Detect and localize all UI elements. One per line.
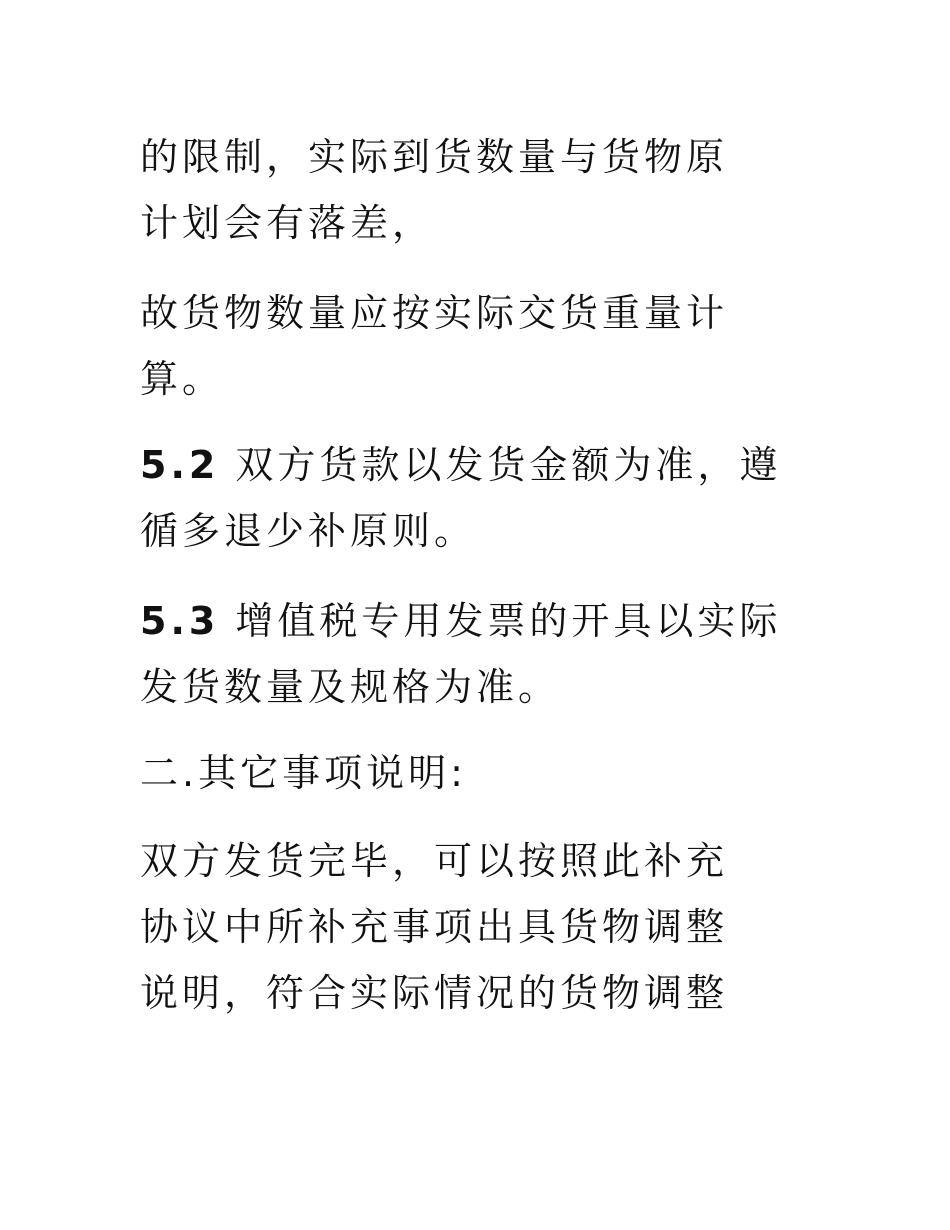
clause-text: 双方货款以发货金额为准，遵 [235,443,782,487]
paragraph-actual-weight [140,280,830,412]
clause-number: 5.2 [140,443,220,487]
clause-number: 5.3 [140,599,220,643]
text-line: 循多退少补原则。 [140,509,477,553]
text-line [140,588,830,654]
text-line: 计划会有落差， [140,201,435,245]
clause-text: 增值税专用发票的开具以实际 [235,599,782,643]
clause-5-2 [140,432,830,564]
paragraph-adjustment-note [140,828,830,1026]
section-heading-other-matters [140,740,830,806]
text-line: 算。 [140,357,225,401]
clause-5-3 [140,588,830,720]
text-line: 二.其它事项说明: [140,751,467,795]
text-line: 协议中所补充事项出具货物调整 [140,905,729,949]
text-line: 发货数量及规格为准。 [140,665,561,709]
text-line: 双方发货完毕，可以按照此补充 [140,839,729,883]
paragraph-quantity-limit [140,124,830,256]
text-line: 故货物数量应按实际交货重量计 [140,291,729,335]
text-line: 的限制，实际到货数量与货物原 [140,135,729,179]
text-line: 说明，符合实际情况的货物调整 [140,971,729,1015]
text-line [140,432,830,498]
